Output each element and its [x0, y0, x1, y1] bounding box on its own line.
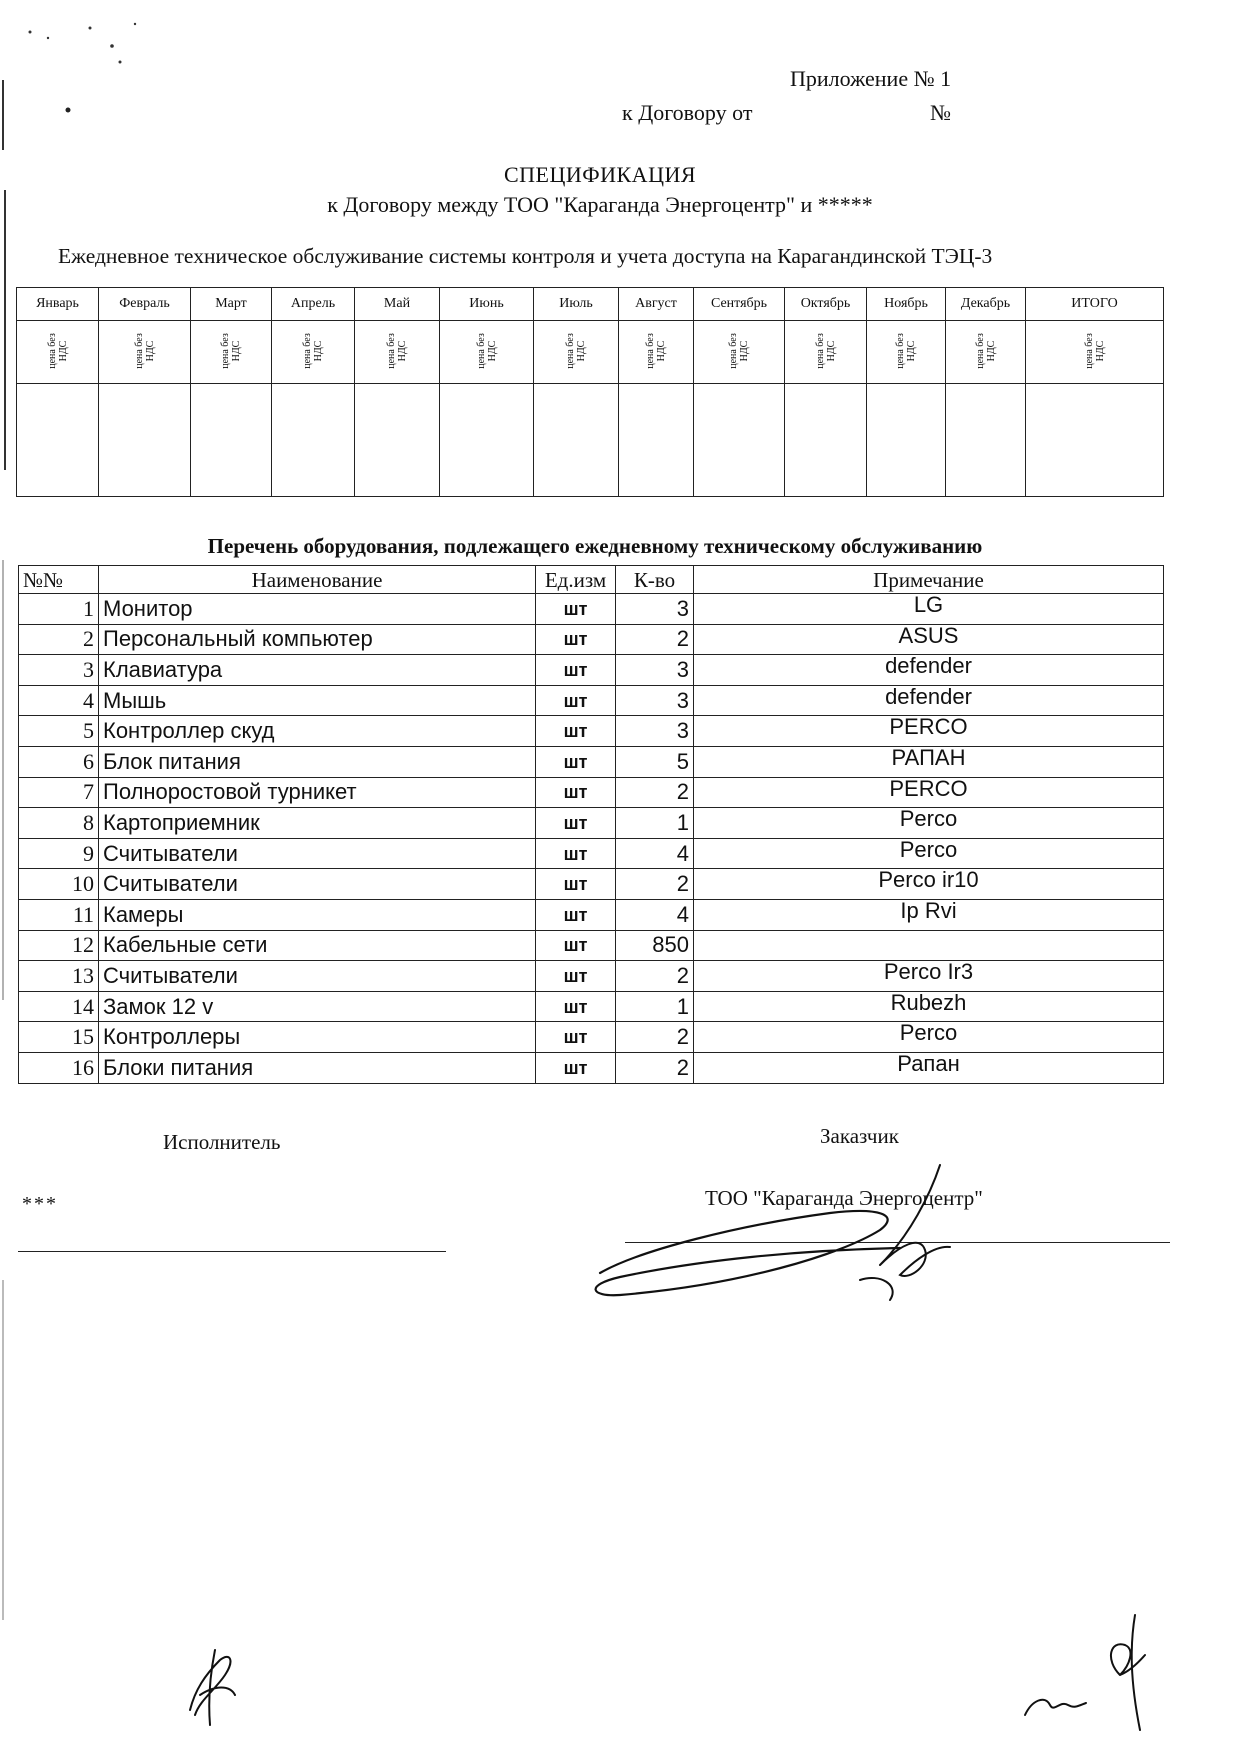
item-quantity: 2	[616, 777, 694, 808]
document-subtitle: к Договору между ТОО "Караганда Энергоцентр" и *****	[327, 192, 873, 217]
item-unit: шт	[536, 777, 616, 808]
item-unit: шт	[536, 624, 616, 655]
month-header-cell: Декабрь	[946, 288, 1026, 321]
row-number: 2	[19, 624, 99, 655]
item-unit: шт	[536, 1022, 616, 1053]
item-unit: шт	[536, 991, 616, 1022]
price-label: цена без НДС	[220, 333, 242, 369]
item-note: Rubezh	[694, 991, 1164, 1022]
item-name: Блок питания	[99, 746, 536, 777]
item-name: Монитор	[99, 594, 536, 625]
price-label: цена без НДС	[302, 333, 324, 369]
price-label: цена без НДС	[645, 333, 667, 369]
item-quantity: 850	[616, 930, 694, 961]
row-number: 7	[19, 777, 99, 808]
item-name: Считыватели	[99, 838, 536, 869]
price-label: цена без НДС	[895, 333, 917, 369]
item-quantity: 3	[616, 716, 694, 747]
price-label: цена без НДС	[46, 333, 69, 369]
item-name: Считыватели	[99, 869, 536, 900]
contract-ref-text: к Договору от	[622, 100, 753, 125]
item-name: Клавиатура	[99, 655, 536, 686]
item-name: Блоки питания	[99, 1052, 536, 1083]
item-unit: шт	[536, 1052, 616, 1083]
item-note: ASUS	[694, 624, 1164, 655]
item-unit: шт	[536, 746, 616, 777]
row-number: 11	[19, 899, 99, 930]
appendix-label: Приложение № 1	[790, 66, 952, 91]
item-unit: шт	[536, 655, 616, 686]
price-label: цена без НДС	[565, 333, 587, 369]
row-number: 5	[19, 716, 99, 747]
item-name: Картоприемник	[99, 808, 536, 839]
executor-label: Исполнитель	[163, 1130, 281, 1154]
item-name: Замок 12 v	[99, 991, 536, 1022]
item-name: Кабельные сети	[99, 930, 536, 961]
row-number: 1	[19, 594, 99, 625]
item-note: LG	[694, 594, 1164, 625]
item-unit: шт	[536, 961, 616, 992]
column-header-name: Наименование	[99, 566, 536, 594]
month-header-cell: Май	[355, 288, 440, 321]
item-note: Ip Rvi	[694, 899, 1164, 930]
month-header-cell: Июнь	[440, 288, 534, 321]
item-quantity: 4	[616, 899, 694, 930]
customer-name: ТОО "Караганда Энергоцентр"	[705, 1186, 983, 1210]
column-header-note: Примечание	[694, 566, 1164, 594]
item-name: Считыватели	[99, 961, 536, 992]
service-description: Ежедневное техническое обслуживание системы контроля и учета доступа на Карагандинской ТЭЦ-3	[58, 244, 993, 268]
row-number: 9	[19, 838, 99, 869]
month-header-cell: Август	[619, 288, 694, 321]
item-note: PERCO	[694, 777, 1164, 808]
item-unit: шт	[536, 930, 616, 961]
item-name: Полноростовой турникет	[99, 777, 536, 808]
month-header-cell: Январь	[17, 288, 99, 321]
customer-label: Заказчик	[820, 1124, 899, 1148]
item-quantity: 1	[616, 991, 694, 1022]
item-quantity: 2	[616, 1022, 694, 1053]
row-number: 16	[19, 1052, 99, 1083]
item-note: Perco ir10	[694, 869, 1164, 900]
item-quantity: 2	[616, 1052, 694, 1083]
price-label: цена без НДС	[814, 333, 837, 369]
row-number: 12	[19, 930, 99, 961]
item-note: Perco	[694, 1022, 1164, 1053]
item-quantity: 2	[616, 961, 694, 992]
item-quantity: 3	[616, 685, 694, 716]
item-note: defender	[694, 655, 1164, 686]
item-unit: шт	[536, 899, 616, 930]
row-number: 15	[19, 1022, 99, 1053]
item-unit: шт	[536, 869, 616, 900]
item-quantity: 3	[616, 594, 694, 625]
item-note: Рапан	[694, 1052, 1164, 1083]
executor-name: ***	[22, 1193, 58, 1215]
column-header-number: №№	[19, 566, 99, 594]
month-header-cell: Ноябрь	[867, 288, 946, 321]
item-name: Контроллер скуд	[99, 716, 536, 747]
price-label: цена без НДС	[1083, 333, 1106, 369]
item-note: Perco Ir3	[694, 961, 1164, 992]
item-unit: шт	[536, 838, 616, 869]
item-quantity: 2	[616, 869, 694, 900]
item-unit: шт	[536, 594, 616, 625]
item-note: Perco	[694, 838, 1164, 869]
item-quantity: 1	[616, 808, 694, 839]
row-number: 6	[19, 746, 99, 777]
document-title: СПЕЦИФИКАЦИЯ	[503, 162, 697, 187]
total-header-cell: ИТОГО	[1026, 288, 1164, 321]
month-header-cell: Апрель	[272, 288, 355, 321]
item-unit: шт	[536, 685, 616, 716]
month-header-cell: Октябрь	[785, 288, 867, 321]
month-header-cell: Март	[191, 288, 272, 321]
price-label: цена без НДС	[133, 333, 156, 369]
item-name: Персональный компьютер	[99, 624, 536, 655]
month-header-cell: Февраль	[99, 288, 191, 321]
item-note: PERCO	[694, 716, 1164, 747]
price-label: цена без НДС	[386, 333, 408, 369]
row-number: 8	[19, 808, 99, 839]
price-label: цена без НДС	[974, 333, 997, 369]
item-quantity: 3	[616, 655, 694, 686]
item-note: РАПАН	[694, 746, 1164, 777]
item-note: defender	[694, 685, 1164, 716]
column-header-qty: К-во	[616, 566, 694, 594]
item-quantity: 5	[616, 746, 694, 777]
price-label: цена без НДС	[475, 333, 498, 369]
row-number: 3	[19, 655, 99, 686]
item-quantity: 2	[616, 624, 694, 655]
item-name: Камеры	[99, 899, 536, 930]
item-unit: шт	[536, 808, 616, 839]
equipment-list-title: Перечень оборудования, подлежащего ежедневному техническому обслуживанию	[207, 534, 983, 558]
row-number: 14	[19, 991, 99, 1022]
column-header-unit: Ед.изм	[536, 566, 616, 594]
row-number: 13	[19, 961, 99, 992]
price-label: цена без НДС	[728, 333, 750, 369]
month-header-cell: Июль	[534, 288, 619, 321]
contract-number-label: №	[930, 100, 951, 125]
item-quantity: 4	[616, 838, 694, 869]
month-header-cell: Сентябрь	[694, 288, 785, 321]
item-unit: шт	[536, 716, 616, 747]
item-name: Мышь	[99, 685, 536, 716]
row-number: 4	[19, 685, 99, 716]
item-note: Perco	[694, 808, 1164, 839]
row-number: 10	[19, 869, 99, 900]
item-name: Контроллеры	[99, 1022, 536, 1053]
